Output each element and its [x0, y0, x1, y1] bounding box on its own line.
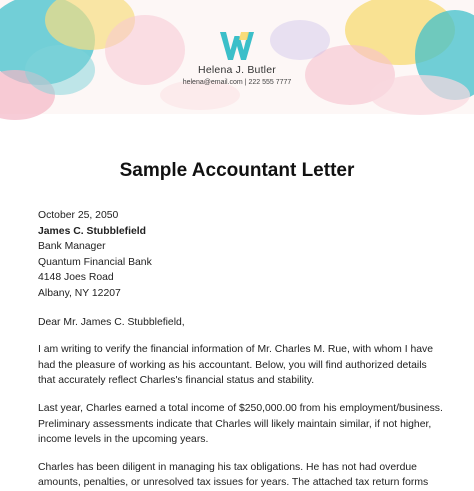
letter-date: October 25, 2050 — [38, 210, 119, 221]
paragraph-2 — [38, 401, 448, 448]
paragraph-line: I am writing to verify the financial information of Mr. Charles M. Rue, with whom I have — [38, 344, 433, 356]
recipient-name: James C. Stubblefield — [38, 225, 146, 237]
document-title: Sample Accountant Letter — [119, 160, 355, 181]
paragraph-line: Preliminary assessments indicate that Charles will likely maintain similar, if not higher, — [38, 418, 432, 430]
sender-name: Helena J. Butler — [198, 64, 276, 76]
letter-body — [38, 208, 448, 491]
salutation: Dear Mr. James C. Stubblefield, — [38, 316, 185, 328]
paragraph-3 — [38, 460, 448, 491]
paragraph-line: amounts, penalties, or unresolved tax issues for years. The attached tax return forms — [38, 477, 429, 489]
recipient-city: Albany, NY 12207 — [38, 287, 121, 299]
paragraph-line: that accurately reflect Charles's financial status and stability. — [38, 375, 315, 387]
paragraph-line: income levels in the upcoming years. — [38, 434, 209, 446]
recipient-street: 4148 Joes Road — [38, 272, 114, 284]
paragraph-line: Last year, Charles earned a total income of $250,000.00 from his employment/business. — [38, 402, 443, 414]
paragraph-1 — [38, 342, 448, 389]
paragraph-line: Charles has been diligent in managing his tax obligations. He has not had overdue — [38, 461, 417, 473]
recipient-company: Quantum Financial Bank — [38, 256, 152, 268]
sender-contact: helena@email.com | 222 555 7777 — [182, 79, 292, 86]
wj-logo-icon — [219, 30, 255, 64]
paragraph-line: had the pleasure of working as his accountant. Below, you will find authorized details — [38, 359, 427, 371]
recipient-title: Bank Manager — [38, 241, 106, 253]
letterhead — [0, 0, 474, 114]
